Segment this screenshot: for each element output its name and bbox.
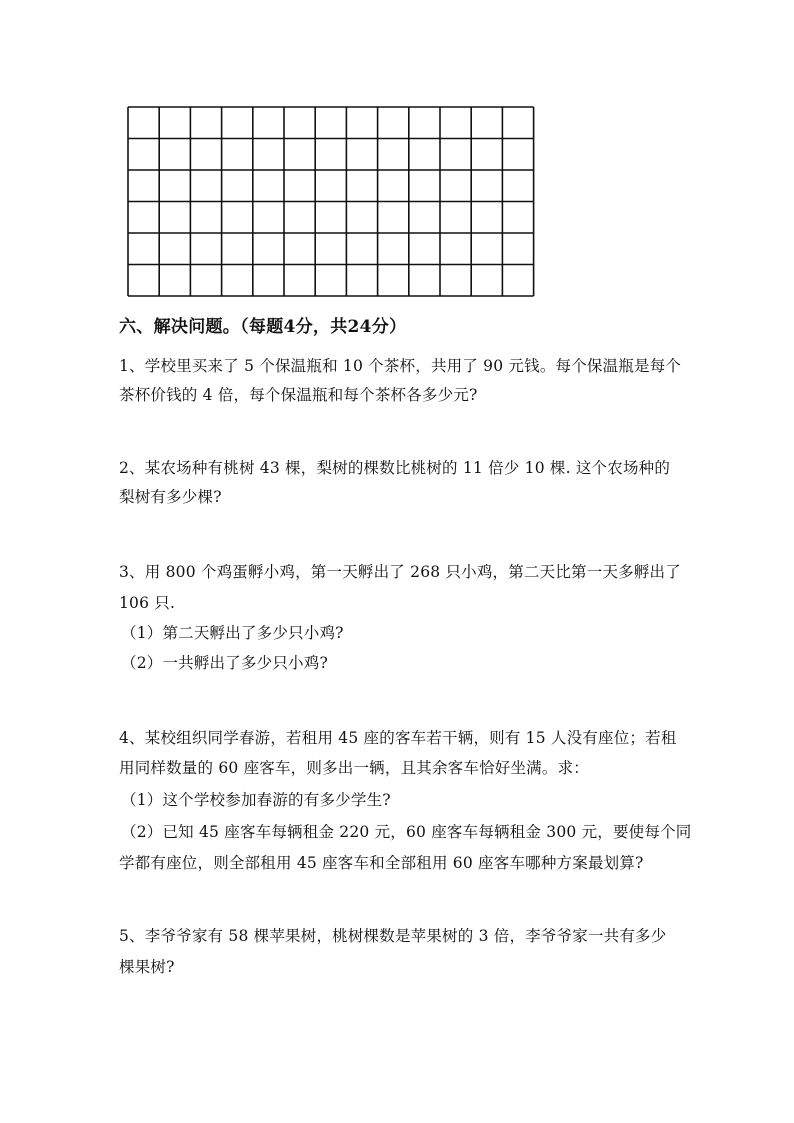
problem-2-line-1: 2、某农场种有桃树 43 棵，梨树的棵数比桃树的 11 倍少 10 棵. 这个农场种的 — [119, 459, 671, 477]
problem-2-line-2: 梨树有多少棵? — [119, 488, 222, 506]
problem-5-line-1: 5、李爷爷家有 58 棵苹果树，桃树棵数是苹果树的 3 倍，李爷爷家一共有多少 — [119, 927, 667, 945]
problem-1-line-2: 茶杯价钱的 4 倍，每个保温瓶和每个茶杯各多少元? — [119, 386, 478, 404]
problem-4-sub-1: （1）这个学校参加春游的有多少学生? — [121, 791, 391, 809]
section-heading: 六、解决问题。（每题4分，共24分） — [119, 317, 407, 337]
problem-3-sub-2: （2）一共孵出了多少只小鸡? — [121, 654, 328, 672]
problem-4-sub-2: （2）已知 45 座客车每辆租金 220 元，60 座客车每辆租金 300 元，要使每个同 — [121, 823, 692, 841]
problem-3-line-1: 3、用 800 个鸡蛋孵小鸡，第一天孵出了 268 只小鸡，第二天比第一天多孵出了 — [119, 563, 681, 581]
problem-1-line-1: 1、学校里买来了 5 个保温瓶和 10 个茶杯，共用了 90 元钱。每个保温瓶是每个 — [119, 357, 682, 375]
problem-4-line-2: 用同样数量的 60 座客车，则多出一辆，且其余客车恰好坐满。求： — [119, 759, 589, 777]
problem-3-sub-1: （1）第二天孵出了多少只小鸡? — [121, 624, 344, 642]
answer-grid — [127, 106, 537, 298]
problem-3-line-2: 106 只. — [119, 594, 176, 612]
problem-4-sub-2-cont: 学都有座位，则全部租用 45 座客车和全部租用 60 座客车哪种方案最划算? — [119, 854, 644, 872]
problem-5-line-2: 棵果树? — [119, 958, 175, 976]
problem-4-line-1: 4、某校组织同学春游，若租用 45 座的客车若干辆，则有 15 人没有座位；若租 — [119, 729, 677, 747]
